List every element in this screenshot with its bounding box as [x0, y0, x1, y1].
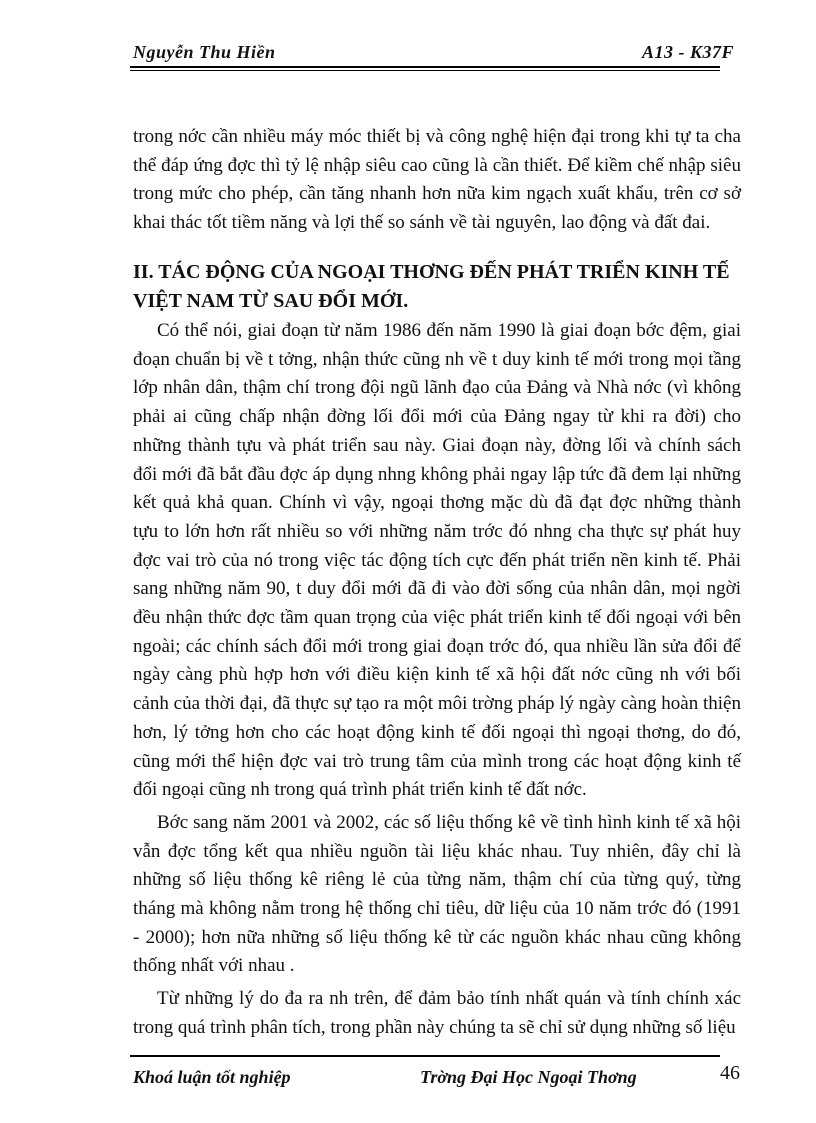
paragraph: Bớc sang năm 2001 và 2002, các số liệu thống kê về tình hình kinh tế xã hội vẫn đợc tổng kết qua nhiều nguồn tài liệu khác nhau. Tuy nhiên, đây chỉ là những số liệu thống kê riêng lẻ của từng năm, thậm chí của từng quý, từng tháng mà không nằm trong hệ thống chỉ tiêu, dữ liệu của 10 năm trớc đó (1991 - 2000); hơn nữa những số liệu thống kê từ các nguồn khác nhau cũng không thống nhất với nhau .	[133, 811, 741, 977]
header-rule-thin	[130, 70, 720, 71]
header-class-code: A13 - K37F	[641, 42, 734, 62]
section-body	[133, 317, 741, 1043]
paragraph: trong nớc cần nhiều máy móc thiết bị và công nghệ hiện đại trong khi tự ta cha thể đáp ứng đợc thì tỷ lệ nhập siêu cao cũng là cần thiết. Để kiềm chế nhập siêu trong mức cho phép, cần tăng nhanh hơn nữa kim ngạch xuất khẩu, trên cơ sở khai thác tốt tiềm năng và lợi thế so sánh về tài nguyên, lao động và đất đai.	[133, 126, 741, 234]
continuation-text	[133, 123, 741, 238]
header-author: Nguyễn Thu Hiền	[133, 42, 276, 62]
paragraph: Có thể nói, giai đoạn từ năm 1986 đến năm 1990 là giai đoạn bớc đệm, giai đoạn chuẩn bị về t tởng, nhận thức cũng nh về t duy kinh tế mới trong mọi tầng lớp nhân dân, thậm chí trong đội ngũ lãnh đạo của Đảng và Nhà nớc (vì không phải ai cũng chấp nhận đờng lối đổi mới của Đảng ngay từ khi ra đời) cho những thành tựu và phát triển sau này. Giai đoạn này, đờng lối và chính sách đổi mới đã bắt đầu đợc áp dụng nhng không phải ngay lập tức đã đem lại những kết quả khả quan. Chính vì vậy, ngoại thơng mặc dù đã đạt đợc những thành tựu to lớn hơn rất nhiều so với những năm trớc đó nhng cha thực sự phát huy đợc vai trò của nó trong việc tác động tích cực đến phát triển nền kinh tế. Phải sang những năm 90, t duy đổi mới đã đi vào đời sống của nhân dân, mọi ngời đều nhận thức đợc tầm quan trọng của việc phát triển kinh tế đối ngoại với bên ngoài; các chính sách đổi mới trong giai đoạn trớc đó, qua nhiều lần sửa đổi để ngày càng phù hợp hơn với điều kiện kinh tế xã hội đất nớc cũng nh với bối cảnh của thời đại, đã thực sự tạo ra một môi trờng pháp lý ngày càng hoàn thiện hơn, lý tởng hơn cho các hoạt động kinh tế đối ngoại thì ngoại thơng, do đó, cũng mới thể hiện đợc vai trò trung tâm của mình trong các hoạt động kinh tế đối ngoại cũng nh trong quá trình phát triển kinh tế đất nớc.	[133, 320, 741, 801]
footer-university: Trờng Đại Học Ngoại Thơng	[420, 1067, 637, 1087]
footer-rule	[130, 1055, 720, 1057]
page-number: 46	[720, 1062, 740, 1084]
paragraph: Từ những lý do đa ra nh trên, để đảm bảo tính nhất quán và tính chính xác trong quá trình phân tích, trong phần này chúng ta sẽ chỉ sử dụng những số liệu	[133, 988, 741, 1038]
header-rule-thick	[130, 66, 720, 68]
section-heading: II. TÁC ĐỘNG CỦA NGOẠI THƠNG ĐẾN PHÁT TRIỂN KINH TẾ VIỆT NAM TỪ SAU ĐỔI MỚI.	[133, 261, 730, 312]
footer-thesis-label: Khoá luận tốt nghiệp	[133, 1067, 291, 1087]
